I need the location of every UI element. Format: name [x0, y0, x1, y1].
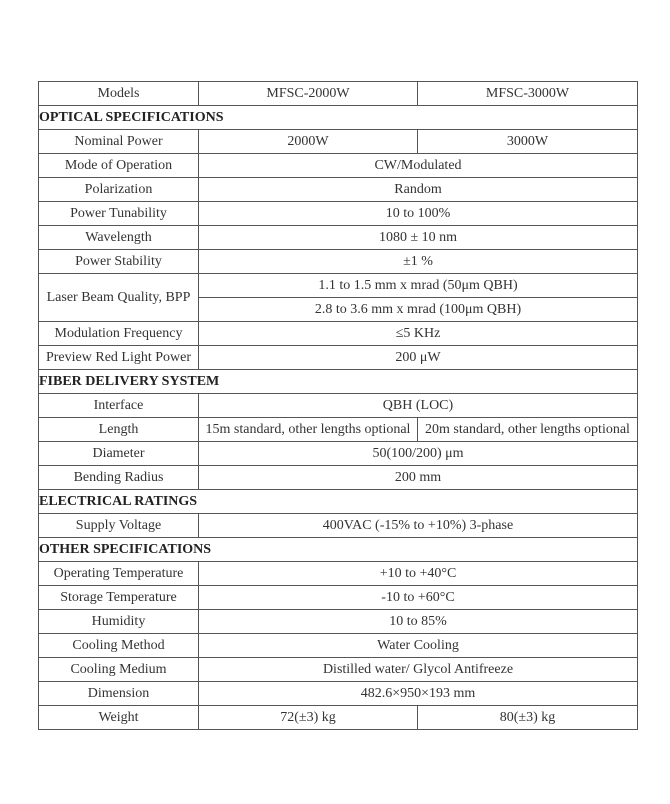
table-row — [39, 394, 638, 418]
row-value: ≤5 KHz — [199, 322, 638, 346]
row-value-a: 15m standard, other lengths optional — [199, 418, 418, 442]
row-value-b: 20m standard, other lengths optional — [418, 418, 638, 442]
section-other: OTHER SPECIFICATIONS — [39, 538, 638, 562]
table-row — [39, 706, 638, 730]
table-row — [39, 682, 638, 706]
row-label: Modulation Frequency — [39, 322, 199, 346]
row-value-b: 80(±3) kg — [418, 706, 638, 730]
row-value: 400VAC (-15% to +10%) 3-phase — [199, 514, 638, 538]
row-value: 1080 ± 10 nm — [199, 226, 638, 250]
table-row — [39, 562, 638, 586]
row-value: CW/Modulated — [199, 154, 638, 178]
section-electrical: ELECTRICAL RATINGS — [39, 490, 638, 514]
specifications-table — [38, 81, 638, 730]
section-optical: OPTICAL SPECIFICATIONS — [39, 106, 638, 130]
row-value: 10 to 100% — [199, 202, 638, 226]
row-value-a: 72(±3) kg — [199, 706, 418, 730]
section-row — [39, 538, 638, 562]
table-row — [39, 610, 638, 634]
table-row — [39, 634, 638, 658]
row-label: Length — [39, 418, 199, 442]
row-label: Diameter — [39, 442, 199, 466]
row-label: Preview Red Light Power — [39, 346, 199, 370]
row-label: Storage Temperature — [39, 586, 199, 610]
table-row — [39, 250, 638, 274]
row-value: 10 to 85% — [199, 610, 638, 634]
row-label: Weight — [39, 706, 199, 730]
row-label: Laser Beam Quality, BPP — [39, 274, 199, 322]
row-label: Interface — [39, 394, 199, 418]
row-label: Supply Voltage — [39, 514, 199, 538]
models-label: Models — [39, 82, 199, 106]
row-value: Distilled water/ Glycol Antifreeze — [199, 658, 638, 682]
section-row — [39, 490, 638, 514]
row-value: 200 mm — [199, 466, 638, 490]
row-label: Mode of Operation — [39, 154, 199, 178]
table-row — [39, 322, 638, 346]
row-value: +10 to +40°C — [199, 562, 638, 586]
row-label: Operating Temperature — [39, 562, 199, 586]
table-row — [39, 154, 638, 178]
row-value: 2.8 to 3.6 mm x mrad (100μm QBH) — [199, 298, 638, 322]
row-value: QBH (LOC) — [199, 394, 638, 418]
table-row — [39, 658, 638, 682]
row-value: Random — [199, 178, 638, 202]
table-row — [39, 466, 638, 490]
model-a-header: MFSC-2000W — [199, 82, 418, 106]
row-label: Humidity — [39, 610, 199, 634]
row-value: 50(100/200) μm — [199, 442, 638, 466]
table-row — [39, 274, 638, 298]
row-label: Power Tunability — [39, 202, 199, 226]
row-value: 200 μW — [199, 346, 638, 370]
row-label: Dimension — [39, 682, 199, 706]
table-row — [39, 418, 638, 442]
row-label: Cooling Method — [39, 634, 199, 658]
row-value: 1.1 to 1.5 mm x mrad (50μm QBH) — [199, 274, 638, 298]
table-row — [39, 226, 638, 250]
table-row — [39, 130, 638, 154]
row-label: Cooling Medium — [39, 658, 199, 682]
row-label: Nominal Power — [39, 130, 199, 154]
row-value-b: 3000W — [418, 130, 638, 154]
row-value: ±1 % — [199, 250, 638, 274]
table-header-row — [39, 82, 638, 106]
row-label: Polarization — [39, 178, 199, 202]
table-row — [39, 178, 638, 202]
table-row — [39, 346, 638, 370]
table-row — [39, 586, 638, 610]
row-value: 482.6×950×193 mm — [199, 682, 638, 706]
section-row — [39, 370, 638, 394]
model-b-header: MFSC-3000W — [418, 82, 638, 106]
row-value-a: 2000W — [199, 130, 418, 154]
row-label: Wavelength — [39, 226, 199, 250]
table-row — [39, 202, 638, 226]
row-label: Power Stability — [39, 250, 199, 274]
row-value: -10 to +60°C — [199, 586, 638, 610]
row-label: Bending Radius — [39, 466, 199, 490]
table-row — [39, 442, 638, 466]
table-row — [39, 514, 638, 538]
row-value: Water Cooling — [199, 634, 638, 658]
section-fiber: FIBER DELIVERY SYSTEM — [39, 370, 638, 394]
section-row — [39, 106, 638, 130]
